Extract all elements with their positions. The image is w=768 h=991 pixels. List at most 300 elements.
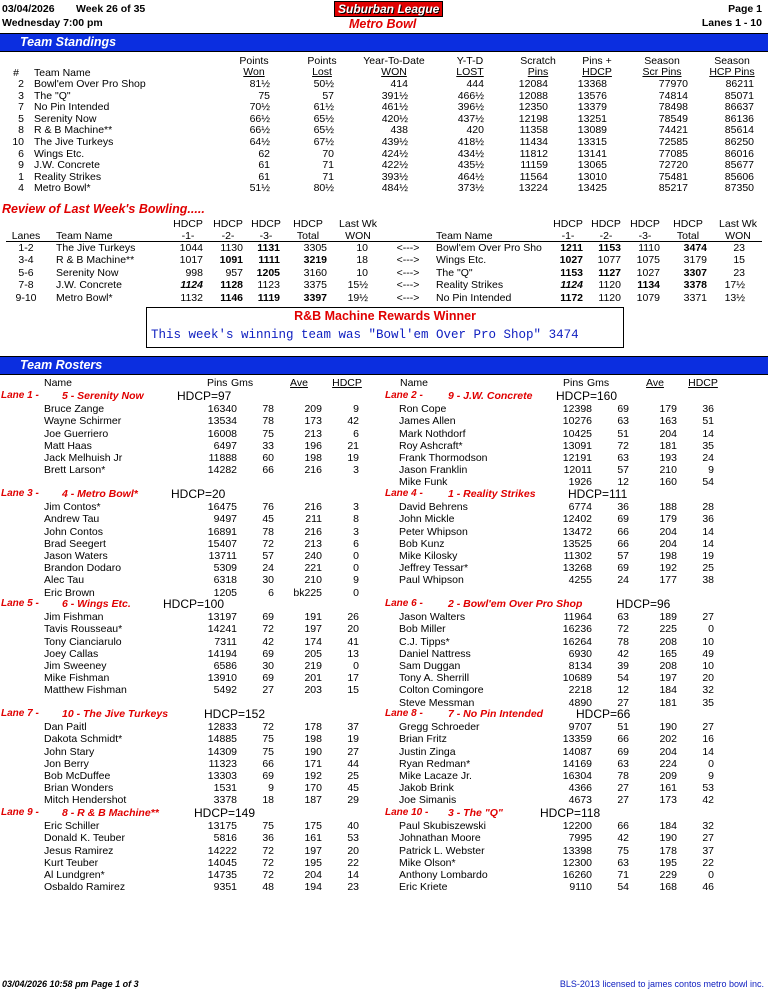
player-name: James Allen — [399, 415, 456, 428]
review-arrow: <---> — [396, 291, 420, 304]
player-name: Eric Brown — [44, 586, 95, 599]
review-g2: 1146 — [220, 291, 243, 304]
player-hdcp: 3 — [353, 525, 359, 538]
player-games: 18 — [262, 794, 274, 807]
col-header: HDCP — [582, 66, 612, 78]
review-total: 3305 — [303, 242, 327, 254]
player-name: Andrew Tau — [44, 513, 100, 526]
player-games: 78 — [617, 635, 629, 648]
player-hdcp: 0 — [708, 757, 714, 770]
standing-lost: 71 — [322, 159, 334, 172]
lane-label: Lane 5 - — [1, 598, 39, 609]
player-games: 72 — [262, 537, 274, 550]
rewards-text: This week's winning team was "Bowl'em Over Pro Shop" 3474 — [151, 328, 579, 342]
standing-won: 61 — [258, 159, 270, 172]
col-header: Points — [239, 55, 269, 67]
col-header: HDCP — [591, 218, 621, 230]
standing-ytdw: 414 — [390, 78, 408, 90]
player-hdcp: 41 — [347, 635, 359, 648]
player-hdcp: 27 — [347, 745, 359, 758]
player-name: John Stary — [44, 745, 95, 758]
player-games: 45 — [262, 513, 274, 526]
player-hdcp: 25 — [702, 562, 714, 575]
review-team: Metro Bowl* — [56, 291, 113, 304]
standing-ytdw: 461½ — [381, 101, 408, 114]
player-pins: 16891 — [207, 525, 237, 538]
player-hdcp: 10 — [702, 635, 714, 648]
player-average: 209 — [659, 770, 677, 782]
player-pins: 13398 — [562, 844, 592, 857]
player-hdcp: 44 — [347, 757, 359, 770]
player-hdcp: 45 — [347, 782, 359, 795]
player-average: 204 — [659, 427, 677, 440]
review-g1: 1124 — [560, 279, 583, 292]
player-pins: 4366 — [568, 782, 592, 795]
col-header: Scr Pins — [642, 66, 682, 78]
player-pins: 12398 — [562, 403, 592, 416]
standing-hdcp: 13089 — [577, 124, 607, 137]
player-hdcp: 6 — [353, 427, 359, 440]
player-pins: 5816 — [213, 832, 237, 845]
player-games: 42 — [262, 635, 274, 648]
player-name: Jim Fishman — [44, 611, 104, 624]
standing-shcp: 86211 — [725, 78, 754, 90]
player-name: Brandon Dodaro — [44, 562, 122, 575]
player-games: 63 — [617, 757, 629, 770]
player-hdcp: 36 — [702, 403, 714, 416]
player-pins: 12833 — [207, 721, 237, 734]
player-hdcp: 36 — [702, 513, 714, 526]
player-average: 204 — [659, 745, 677, 758]
player-average: 208 — [659, 635, 677, 648]
player-average: 224 — [659, 757, 677, 770]
player-hdcp: 46 — [702, 881, 714, 894]
col-header: WON — [381, 66, 407, 78]
review-g1: 1027 — [559, 254, 583, 267]
player-pins: 10689 — [562, 672, 592, 685]
player-name: Jason Walters — [399, 611, 466, 624]
col-header: Points — [307, 55, 337, 67]
player-average: 174 — [304, 635, 322, 648]
player-pins: 6318 — [213, 574, 237, 587]
player-games: 72 — [262, 623, 274, 636]
player-games: 75 — [262, 427, 274, 440]
col-header: Gms — [231, 377, 254, 389]
review-g3: 1110 — [638, 242, 660, 254]
player-name: Dakota Schmidt* — [44, 733, 123, 746]
player-games: 60 — [262, 452, 274, 464]
player-pins: 3378 — [213, 794, 237, 807]
review-g1: 1044 — [179, 242, 203, 254]
standing-shcp: 86016 — [724, 147, 754, 160]
player-name: Matthew Fishman — [44, 684, 127, 697]
player-average: 216 — [304, 464, 322, 477]
lane-label: Lane 6 - — [385, 598, 423, 609]
col-header: LOST — [456, 66, 484, 78]
player-pins: 5309 — [213, 562, 237, 575]
player-hdcp: 27 — [702, 832, 714, 845]
player-name: Bob Kunz — [399, 537, 445, 550]
player-name: Bob McDuffee — [44, 770, 111, 782]
player-average: 211 — [305, 513, 322, 526]
standing-won: 75 — [258, 89, 270, 102]
player-name: Ron Cope — [399, 403, 447, 416]
standing-scr: 11812 — [519, 147, 548, 160]
player-name: Brian Wonders — [44, 782, 114, 795]
standing-ytdw: 393½ — [381, 170, 408, 183]
player-average: 189 — [659, 611, 677, 624]
footer-right: BLS-2013 licensed to james contos metro bowl inc. — [559, 979, 764, 989]
player-average: 195 — [659, 856, 677, 869]
review-g1: 998 — [185, 266, 203, 279]
review-total: 3371 — [683, 291, 707, 304]
review-g2: 957 — [225, 266, 243, 279]
review-arrow: <---> — [396, 266, 420, 279]
review-g3: 1205 — [256, 266, 280, 279]
player-hdcp: 40 — [347, 820, 359, 833]
player-pins: 14885 — [207, 733, 237, 746]
standing-won: 66½ — [249, 112, 270, 125]
lane-hdcp: HDCP=20 — [171, 487, 226, 501]
player-name: Jakob Brink — [399, 782, 454, 795]
standings-bar — [0, 33, 768, 52]
review-won: 19½ — [347, 291, 368, 304]
player-pins: 11964 — [563, 611, 592, 624]
player-hdcp: 16 — [702, 733, 714, 746]
player-average: 221 — [304, 562, 322, 575]
player-hdcp: 26 — [347, 611, 359, 624]
standing-ytdl: 435½ — [457, 159, 484, 172]
player-average: 197 — [304, 844, 322, 857]
player-name: Sam Duggan — [399, 660, 461, 672]
player-games: 57 — [262, 550, 274, 562]
player-hdcp: 37 — [347, 721, 359, 734]
standing-sscr: 78498 — [658, 101, 688, 114]
player-average: 205 — [304, 647, 322, 660]
player-pins: 1531 — [213, 782, 237, 795]
standing-shcp: 86136 — [724, 112, 754, 125]
standing-ytdl: 444 — [466, 78, 484, 90]
lane-hdcp: HDCP=149 — [194, 806, 256, 820]
standing-lost: 61½ — [313, 101, 334, 114]
player-hdcp: 8 — [353, 513, 359, 526]
col-header: Lanes — [11, 230, 41, 242]
player-hdcp: 14 — [702, 745, 714, 758]
standing-num: 3 — [18, 89, 24, 102]
standing-lost: 57 — [322, 89, 334, 102]
player-hdcp: 37 — [702, 844, 714, 857]
footer-left: 03/04/2026 10:58 pm Page 1 of 3 — [2, 979, 139, 989]
standing-shcp: 86250 — [724, 136, 754, 148]
player-average: 194 — [304, 881, 322, 894]
lane-label: Lane 2 - — [385, 390, 423, 401]
review-total: 3397 — [303, 291, 327, 304]
player-pins: 12300 — [562, 856, 592, 869]
player-games: 63 — [617, 452, 629, 464]
standing-shcp: 85606 — [724, 170, 754, 183]
standings-title: Team Standings — [20, 35, 117, 49]
player-hdcp: 9 — [353, 574, 359, 587]
player-name: Ryan Redman* — [399, 757, 471, 770]
standing-team: J.W. Concrete — [34, 159, 100, 172]
player-games: 69 — [262, 647, 274, 660]
player-pins: 8134 — [568, 660, 592, 672]
review-g2: 1077 — [597, 254, 621, 267]
standing-num: 5 — [18, 112, 24, 125]
player-average: 216 — [304, 501, 322, 514]
review-team: The "Q" — [436, 266, 473, 279]
col-header: Total — [676, 230, 700, 242]
review-won: 15½ — [347, 279, 368, 292]
col-header: Team Name — [56, 230, 113, 242]
review-lanes: 5-6 — [18, 266, 34, 279]
col-header: Team Name — [436, 230, 493, 242]
player-hdcp: 0 — [353, 660, 359, 672]
player-name: David Behrens — [399, 501, 468, 514]
standing-ytdl: 418½ — [457, 136, 484, 148]
player-pins: 15407 — [207, 537, 237, 550]
player-name: Brett Larson* — [44, 464, 106, 477]
player-pins: 7311 — [214, 635, 237, 648]
player-average: 170 — [304, 782, 322, 795]
player-games: 72 — [617, 439, 629, 452]
standing-team: Reality Strikes — [34, 170, 102, 183]
player-games: 24 — [262, 562, 274, 575]
col-header: Name — [44, 377, 73, 389]
player-average: 202 — [659, 733, 677, 746]
standing-scr: 11358 — [519, 124, 548, 137]
lane-team: 7 - No Pin Intended — [448, 708, 544, 720]
player-name: Mike Kilosky — [399, 550, 458, 562]
player-average: 216 — [304, 525, 322, 538]
player-name: Eric Schiller — [44, 820, 100, 833]
player-average: 204 — [659, 537, 677, 550]
player-pins: 12191 — [562, 452, 592, 464]
page-label: Page 1 — [728, 3, 762, 15]
player-games: 12 — [617, 476, 629, 489]
col-header: Name — [400, 377, 429, 389]
review-total: 3375 — [303, 279, 327, 292]
standing-ytdw: 439½ — [381, 136, 408, 148]
player-hdcp: 0 — [353, 550, 359, 562]
col-header: HDCP — [332, 377, 362, 389]
standing-ytdw: 424½ — [381, 147, 408, 160]
lane-team: 6 - Wings Etc. — [62, 598, 131, 610]
player-pins: 1205 — [213, 586, 237, 599]
day-time: Wednesday 7:00 pm — [2, 17, 103, 29]
lane-label: Lane 9 - — [1, 807, 39, 818]
player-games: 69 — [262, 672, 274, 685]
review-won: 18 — [356, 254, 368, 267]
player-average: 178 — [659, 844, 677, 857]
lane-label: Lane 1 - — [1, 390, 39, 401]
player-name: John Contos — [44, 525, 103, 538]
player-games: 27 — [617, 794, 629, 807]
standing-team: Metro Bowl* — [34, 182, 91, 195]
review-won: 23 — [733, 242, 745, 254]
review-g3: 1123 — [257, 279, 280, 292]
week-label: Week 26 of 35 — [76, 3, 146, 15]
review-g2: 1127 — [598, 266, 621, 279]
player-games: 27 — [617, 782, 629, 795]
player-name: Steve Messman — [399, 696, 475, 709]
player-pins: 14282 — [207, 464, 237, 477]
col-header: Total — [296, 230, 320, 242]
standing-num: 4 — [18, 182, 24, 195]
review-g2: 1091 — [219, 254, 243, 267]
player-average: 181 — [659, 696, 677, 709]
standing-scr: 11434 — [519, 136, 548, 148]
player-name: Osbaldo Ramirez — [44, 881, 126, 894]
player-games: 75 — [262, 733, 274, 746]
player-hdcp: 20 — [702, 672, 714, 685]
lane-label: Lane 4 - — [385, 488, 423, 499]
player-name: Matt Haas — [44, 439, 92, 452]
player-hdcp: 20 — [347, 623, 359, 636]
league-name: Suburban League — [334, 1, 443, 17]
player-pins: 16008 — [207, 427, 237, 440]
standing-sscr: 85217 — [658, 182, 688, 195]
review-g1: 1172 — [560, 291, 583, 304]
review-team: The Jive Turkeys — [56, 242, 136, 254]
standing-won: 70½ — [249, 101, 270, 114]
lane-label: Lane 10 - — [385, 807, 429, 818]
player-hdcp: 9 — [353, 403, 359, 416]
player-games: 42 — [617, 832, 629, 845]
player-pins: 14222 — [207, 844, 237, 857]
player-name: Anthony Lombardo — [399, 869, 488, 881]
review-g2: 1153 — [598, 242, 621, 254]
standing-hdcp: 13379 — [577, 101, 607, 114]
player-hdcp: 23 — [347, 881, 359, 894]
col-header: -3- — [638, 230, 652, 242]
player-name: Brad Seegert — [44, 537, 106, 550]
player-games: 66 — [617, 733, 629, 746]
standing-team: Bowl'em Over Pro Shop — [34, 78, 146, 90]
player-games: 36 — [262, 832, 274, 845]
col-header: HDCP — [293, 218, 323, 230]
standing-lost: 65½ — [313, 112, 334, 125]
review-arrow: <---> — [396, 254, 420, 267]
player-average: 173 — [304, 415, 322, 428]
player-pins: 7995 — [568, 832, 592, 845]
player-name: Brian Fritz — [399, 733, 447, 746]
lane-hdcp: HDCP=111 — [568, 487, 628, 501]
player-pins: 14045 — [207, 856, 237, 869]
player-games: 36 — [617, 501, 629, 514]
lane-team: 5 - Serenity Now — [62, 390, 144, 402]
player-average: 201 — [304, 672, 322, 685]
standing-ytdw: 422½ — [381, 159, 408, 172]
lane-hdcp: HDCP=160 — [556, 389, 618, 403]
col-header: Y-T-D — [456, 55, 484, 67]
review-arrow: <---> — [396, 279, 420, 292]
player-name: Tony Cianciarulo — [44, 635, 122, 648]
player-hdcp: 15 — [347, 684, 359, 697]
review-won: 15 — [733, 254, 745, 267]
player-pins: 11888 — [208, 452, 237, 464]
standing-lost: 71 — [322, 170, 334, 183]
player-games: 42 — [617, 647, 629, 660]
player-pins: 9707 — [568, 721, 592, 734]
player-games: 72 — [262, 844, 274, 857]
player-pins: 9110 — [569, 881, 592, 894]
col-header: WON — [725, 230, 751, 242]
player-name: Colton Comingore — [399, 684, 484, 697]
review-g3: 1075 — [636, 254, 660, 267]
review-total: 3307 — [683, 266, 707, 279]
player-games: 27 — [617, 696, 629, 709]
review-team: Serenity Now — [56, 266, 119, 279]
standing-ytdl: 437½ — [457, 112, 484, 125]
standing-won: 61 — [258, 170, 270, 183]
col-header: Last Wk — [339, 218, 377, 230]
review-g3: 1111 — [258, 254, 280, 267]
review-total: 3160 — [303, 266, 327, 279]
player-games: 63 — [617, 856, 629, 869]
standing-ytdw: 484½ — [381, 182, 408, 195]
player-hdcp: 35 — [702, 439, 714, 452]
player-pins: 6930 — [568, 647, 592, 660]
review-lanes: 1-2 — [18, 242, 34, 254]
player-hdcp: 20 — [347, 844, 359, 857]
player-name: Tony A. Sherrill — [399, 672, 470, 685]
player-pins: 13711 — [208, 550, 237, 562]
player-average: 240 — [304, 550, 322, 562]
standing-ytdl: 373½ — [457, 182, 484, 195]
standing-scr: 11159 — [520, 159, 548, 172]
lane-team: 8 - R & B Machine** — [62, 807, 159, 819]
review-g2: 1130 — [220, 242, 243, 254]
player-name: Jeffrey Tessar* — [399, 562, 469, 575]
player-hdcp: 22 — [347, 856, 359, 869]
player-average: 198 — [304, 452, 322, 464]
player-games: 54 — [617, 672, 629, 685]
player-hdcp: 17 — [347, 672, 359, 685]
lane-label: Lane 3 - — [1, 488, 39, 499]
lane-label: Lane 8 - — [385, 708, 423, 719]
rewards-title: R&B Machine Rewards Winner — [294, 309, 476, 323]
player-pins: 14735 — [207, 869, 237, 881]
player-average: 171 — [304, 757, 322, 770]
review-g3: 1131 — [257, 242, 280, 254]
standing-won: 81½ — [249, 78, 270, 90]
standing-hdcp: 13368 — [577, 78, 607, 90]
player-games: 78 — [262, 403, 274, 416]
player-games: 69 — [617, 403, 629, 416]
player-average: 193 — [659, 452, 677, 464]
review-total: 3378 — [683, 279, 707, 292]
player-pins: 16304 — [562, 770, 592, 782]
player-games: 63 — [617, 611, 629, 624]
player-average: 198 — [304, 733, 322, 746]
player-average: 195 — [304, 856, 322, 869]
player-hdcp: 29 — [347, 794, 359, 807]
col-header: HDCP — [630, 218, 660, 230]
player-games: 75 — [262, 745, 274, 758]
player-hdcp: 21 — [347, 439, 359, 452]
lane-team: 3 - The "Q" — [448, 807, 503, 819]
player-hdcp: 19 — [702, 550, 714, 562]
player-name: Peter Whipson — [399, 525, 468, 538]
player-hdcp: 27 — [702, 721, 714, 734]
player-name: Jon Berry — [44, 757, 89, 770]
review-g1: 1124 — [180, 279, 203, 292]
standing-num: 9 — [18, 159, 24, 172]
standing-lost: 70 — [322, 147, 334, 160]
col-header: -1- — [561, 230, 575, 242]
player-pins: 13175 — [207, 820, 237, 833]
